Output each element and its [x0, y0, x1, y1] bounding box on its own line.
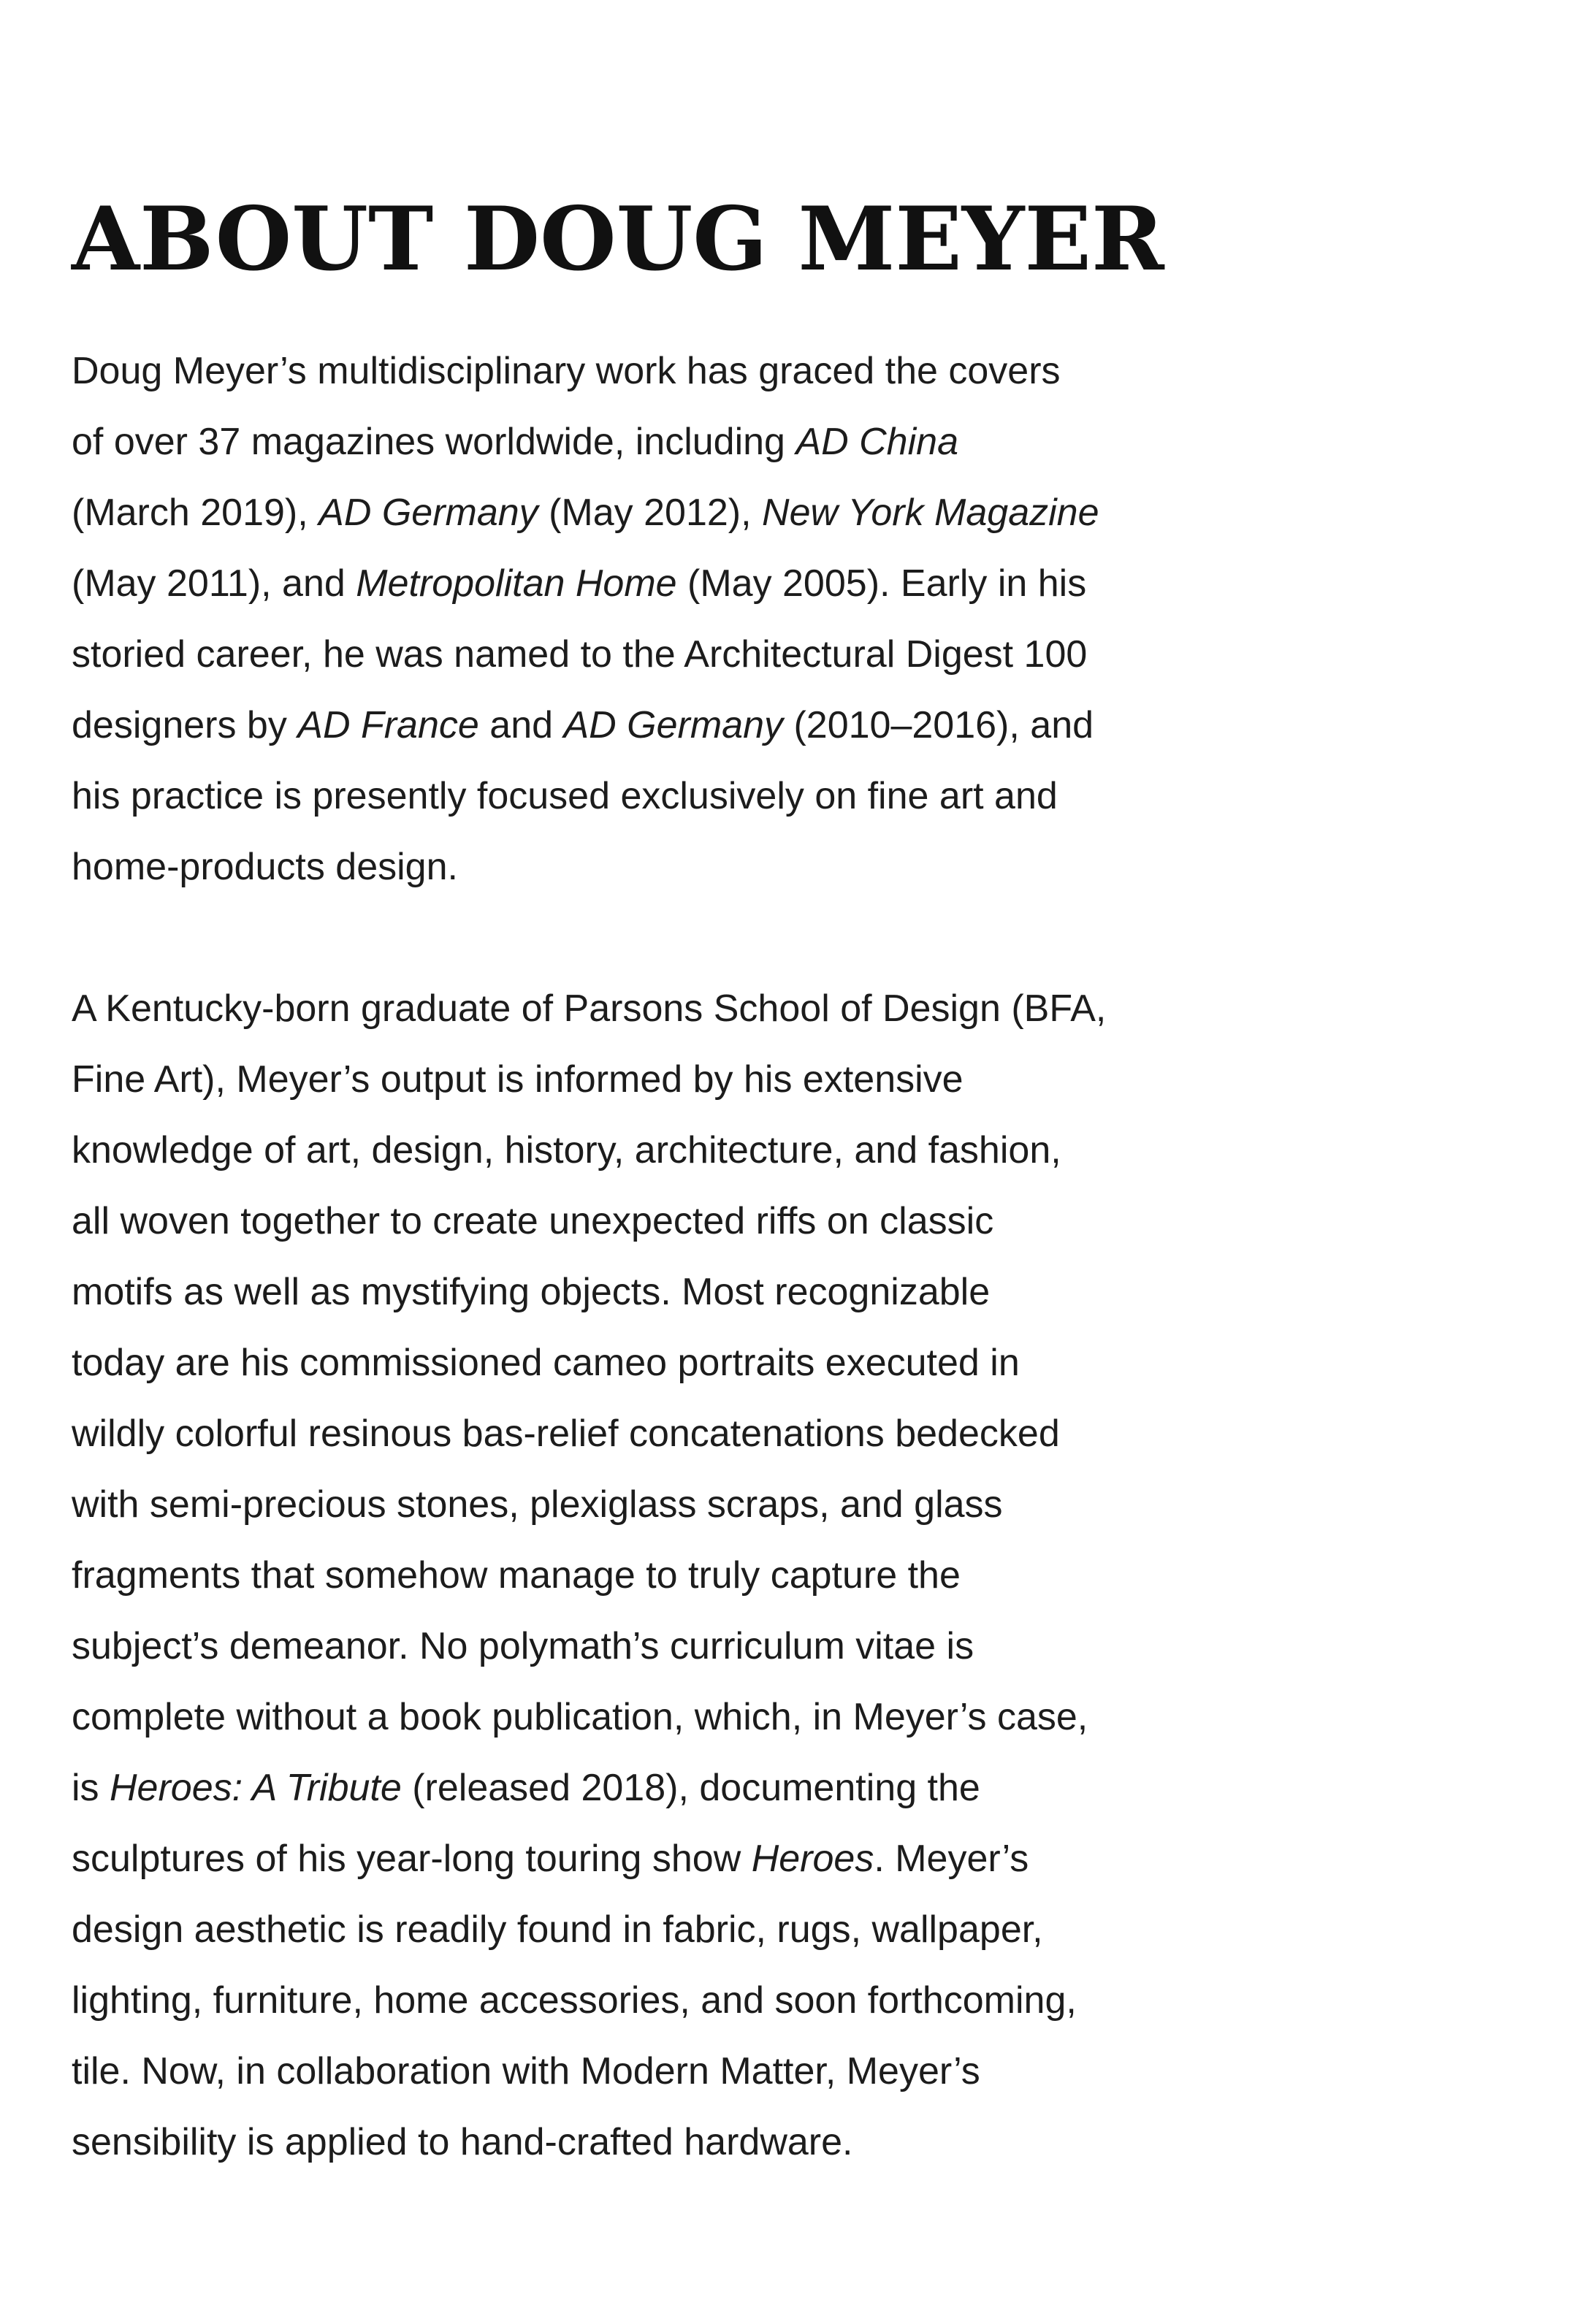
- page-title: ABOUT DOUG MEYER: [72, 188, 1164, 291]
- text-run: home-products design.: [72, 846, 458, 888]
- magazine-title: AD China: [795, 421, 958, 463]
- show-title: Heroes: [751, 1838, 874, 1880]
- paragraph-career: [72, 336, 1255, 903]
- text-line: [72, 690, 1255, 761]
- text-run: complete without a book publication, which, in Meyer’s case,: [72, 1696, 1088, 1738]
- text-line: [72, 1115, 1255, 1186]
- text-run: designers by: [72, 704, 298, 746]
- magazine-title: AD France: [297, 704, 479, 746]
- text-run: (2010–2016), and: [783, 704, 1094, 746]
- text-line: [72, 974, 1255, 1044]
- text-run: all woven together to create unexpected riffs on classic: [72, 1200, 994, 1242]
- text-line: [72, 336, 1255, 407]
- text-line: [72, 1753, 1255, 1824]
- text-run: motifs as well as mystifying objects. Most recognizable: [72, 1271, 991, 1313]
- text-line: [72, 1540, 1255, 1611]
- text-run: sculptures of his year-long touring show: [72, 1838, 752, 1880]
- text-run: is: [72, 1767, 110, 1809]
- text-run: A Kentucky-born graduate of Parsons School of Design (BFA,: [72, 987, 1107, 1030]
- text-line: [72, 1257, 1255, 1328]
- text-run: his practice is presently focused exclusively on fine art and: [72, 775, 1058, 817]
- text-run: tile. Now, in collaboration with Modern Matter, Meyer’s: [72, 2050, 980, 2092]
- text-line: [72, 548, 1255, 619]
- about-section: [72, 188, 1255, 2178]
- text-line: [72, 1186, 1255, 1257]
- text-line: [72, 619, 1255, 690]
- text-run: (May 2012),: [538, 492, 763, 534]
- text-line: [72, 1399, 1255, 1469]
- magazine-title: New York Magazine: [762, 492, 1099, 534]
- about-body: [72, 336, 1255, 2178]
- paragraph-background: [72, 974, 1255, 2178]
- text-run: today are his commissioned cameo portraits executed in: [72, 1342, 1020, 1384]
- text-run: (May 2011), and: [72, 562, 356, 605]
- text-run: Fine Art), Meyer’s output is informed by his extensive: [72, 1058, 964, 1101]
- text-line: [72, 1682, 1255, 1753]
- text-run: (released 2018), documenting the: [401, 1767, 980, 1809]
- text-line: [72, 2036, 1255, 2107]
- text-run: with semi-precious stones, plexiglass scraps, and glass: [72, 1483, 1003, 1526]
- magazine-title: Metropolitan Home: [356, 562, 677, 605]
- text-run: knowledge of art, design, history, architecture, and fashion,: [72, 1129, 1061, 1171]
- text-line: [72, 1044, 1255, 1115]
- text-run: storied career, he was named to the Architectural Digest 100: [72, 633, 1088, 676]
- text-line: [72, 1469, 1255, 1540]
- text-run: subject’s demeanor. No polymath’s curriculum vitae is: [72, 1625, 974, 1667]
- text-line: [72, 478, 1255, 548]
- book-title: Heroes: A Tribute: [110, 1767, 402, 1809]
- text-run: fragments that somehow manage to truly capture the: [72, 1554, 961, 1597]
- text-line: [72, 832, 1255, 903]
- text-line: [72, 1611, 1255, 1682]
- text-run: and: [478, 704, 564, 746]
- text-run: (May 2005). Early in his: [676, 562, 1087, 605]
- text-run: Doug Meyer’s multidisciplinary work has graced the covers: [72, 350, 1061, 392]
- text-run: lighting, furniture, home accessories, and soon forthcoming,: [72, 1979, 1077, 2022]
- text-run: . Meyer’s: [874, 1838, 1029, 1880]
- text-line: [72, 1824, 1255, 1895]
- text-run: design aesthetic is readily found in fabric, rugs, wallpaper,: [72, 1908, 1043, 1951]
- magazine-title: AD Germany: [318, 492, 538, 534]
- text-line: [72, 1895, 1255, 1965]
- text-run: wildly colorful resinous bas-relief concatenations bedecked: [72, 1413, 1060, 1455]
- text-line: [72, 407, 1255, 478]
- text-run: (March 2019),: [72, 492, 319, 534]
- text-line: [72, 1965, 1255, 2036]
- magazine-title: AD Germany: [563, 704, 784, 746]
- text-line: [72, 761, 1255, 832]
- text-run: sensibility is applied to hand-crafted hardware.: [72, 2121, 853, 2163]
- text-line: [72, 2107, 1255, 2178]
- text-line: [72, 1328, 1255, 1399]
- text-run: of over 37 magazines worldwide, including: [72, 421, 796, 463]
